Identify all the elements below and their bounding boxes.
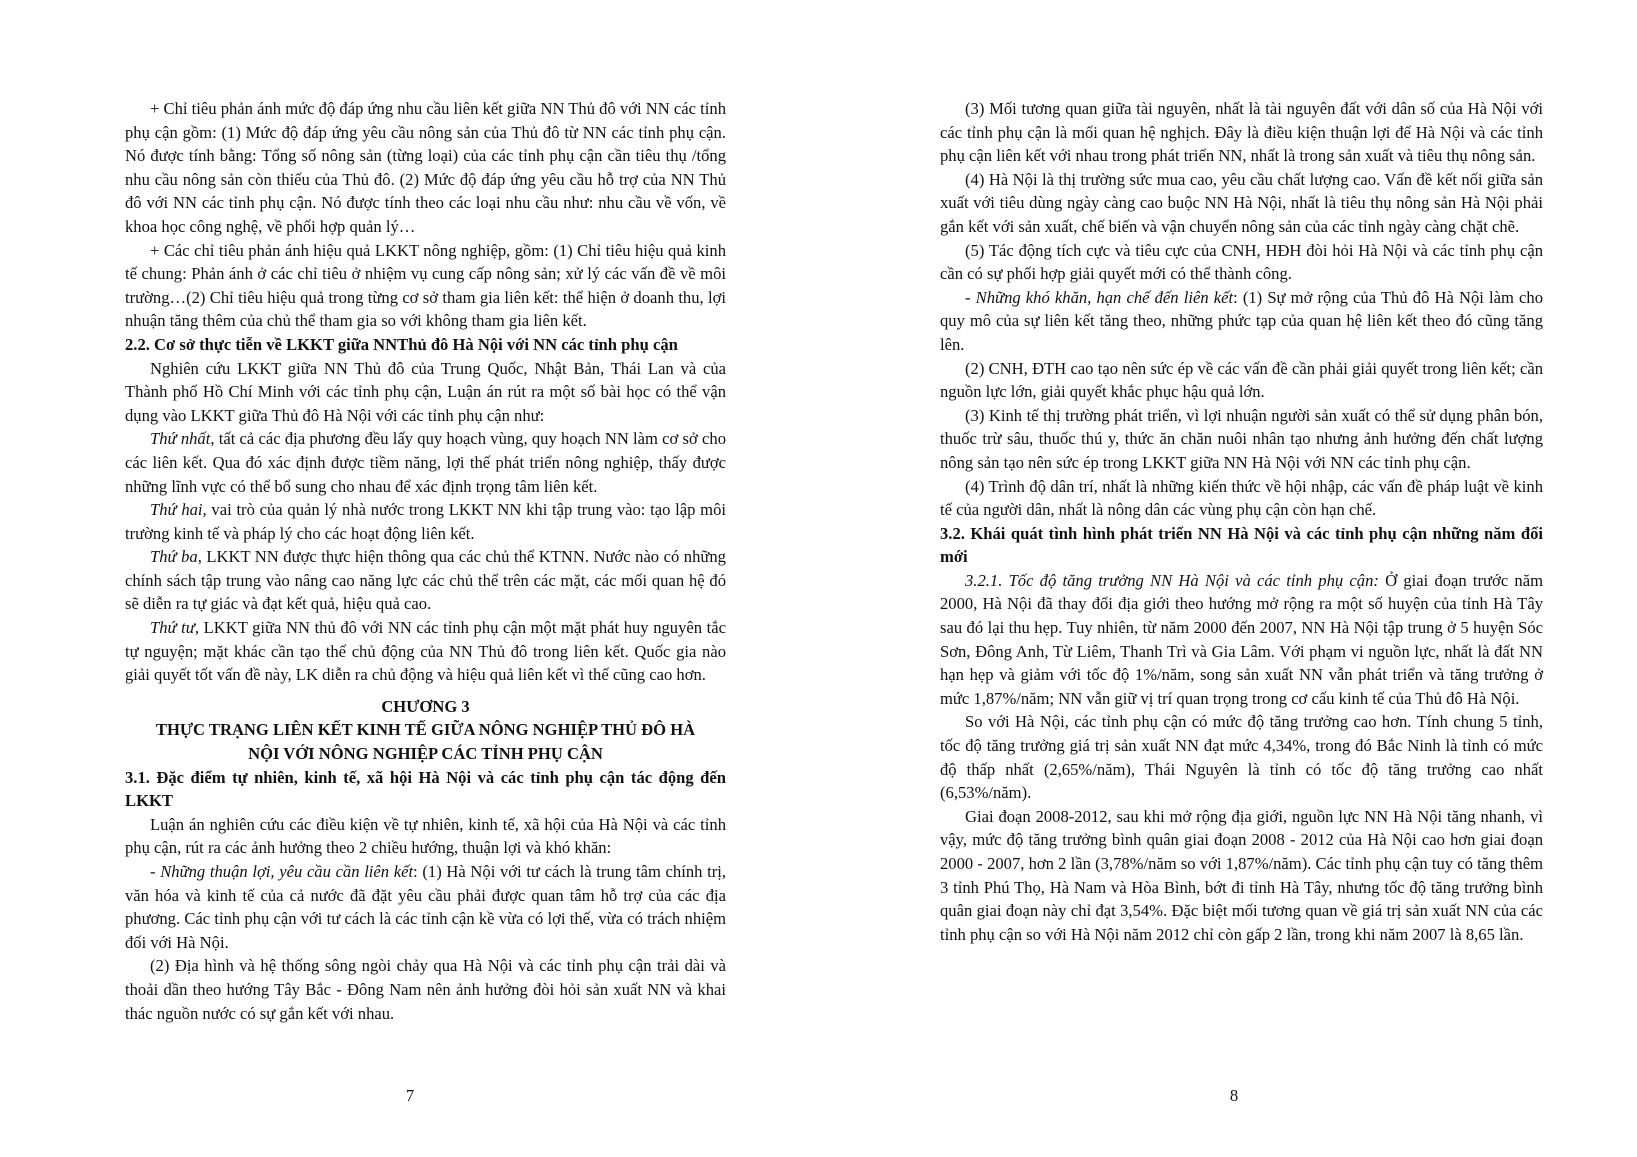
heading-3-2: 3.2. Khái quát tình hình phát triển NN Hà Nội và các tỉnh phụ cận những năm đổi mới: [940, 523, 1543, 567]
lesson-3-lead: Thứ ba: [150, 547, 198, 567]
paragraph-terrain: (2) Địa hình và hệ thống sông ngòi chảy qua Hà Nội và các tỉnh phụ cận trải dài và thoải dần theo hướng Tây Bắc - Đông Nam nên ảnh hưởng đòi hỏi sản xuất NN và khai thác nguồn nước có sự gắn kết với nhau.: [125, 956, 726, 1023]
page-number-left: 7: [405, 1086, 415, 1105]
right-page: [819, 0, 1637, 1157]
paragraph-advantages: [125, 860, 726, 954]
paragraph-neighbor-growth: So với Hà Nội, các tỉnh phụ cận có mức độ tăng trưởng cao hơn. Tính chung 5 tỉnh, tốc độ tăng trưởng giá trị sản xuất NN đạt mức 4,34%, trong đó Bắc Ninh là tỉnh có mức độ thấp nhất (2,65%/năm), Thái Nguyên là tỉnh có tốc độ tăng trưởng cao nhất (6,53%/năm).: [940, 712, 1543, 803]
paragraph-criteria-demand: + Chỉ tiêu phản ánh mức độ đáp ứng nhu cầu liên kết giữa NN Thủ đô với NN các tỉnh phụ cận gồm: (1) Mức độ đáp ứng yêu cầu nông sản của Thủ đô từ NN các tỉnh phụ cận. Nó được tính bằng: Tổng số nông sản (từng loại) của các tỉnh phụ cận cần tiêu thụ /tổng nhu cầu nông sản còn thiếu của Thủ đô. (2) Mức độ đáp ứng yêu cầu hỗ trợ của NN Thủ đô với NN các tỉnh phụ cận. Nó được tính theo các loại nhu cầu như: nhu cầu về vốn, về khoa học công nghệ, về phối hợp quản lý…: [125, 99, 726, 236]
lesson-2-text: vai trò của quản lý nhà nước trong LKKT NN khi tập trung vào: tạo lập môi trường kinh tế và pháp lý cho các hoạt động liên kết.: [125, 500, 726, 543]
lesson-4-text: , LKKT giữa NN thủ đô với NN các tỉnh phụ cận một mặt phát huy nguyên tắc tự nguyện; mặt khác cần tạo thế chủ động của NN Thủ đô trong liên kết. Quốc gia nào giải quyết tốt vấn đề này, LK diễn ra chủ động và hiệu quả liên kết vì thế cũng cao hơn.: [125, 618, 726, 685]
right-page-text: [940, 97, 1543, 946]
heading-3-1: 3.1. Đặc điểm tự nhiên, kinh tế, xã hội Hà Nội và các tỉnh phụ cận tác động đến LKKT: [125, 767, 726, 811]
left-page-text: [125, 97, 726, 1025]
paragraph-urbanization: (2) CNH, ĐTH cao tạo nên sức ép về các vấn đề cần phải giải quyết trong liên kết; cần nguồn lực lớn, giải quyết khắc phục hậu quả lớn.: [940, 358, 1543, 402]
paragraph-difficulties: [940, 286, 1543, 357]
paragraph-market-economy: (3) Kinh tế thị trường phát triển, vì lợi nhuận người sản xuất có thể sử dụng phân bón, thuốc trừ sâu, thuốc thú y, thức ăn chăn nuôi nhân tạo nhưng ảnh hưởng đến chất lượng nông sản tạo nên sức ép trong LKKT giữa NN Hà Nội với NN các tỉnh phụ cận.: [940, 405, 1543, 472]
advantages-text: : (1) Hà Nội với tư cách là trung tâm chính trị, văn hóa và kinh tế của cả nước đã đặt yêu cầu phải được quan tâm hỗ trợ của các địa phương. Các tỉnh phụ cận với tư cách là các tỉnh cận kề vừa có lợi thế, vừa có trách nhiệm đối với Hà Nội.: [125, 862, 726, 952]
paragraph-education: (4) Trình độ dân trí, nhất là những kiến thức về hội nhập, các vấn đề pháp luật về kinh tế của người dân, nhất là nông dân các vùng phụ cận còn hạn chế.: [940, 476, 1543, 520]
lesson-1-text: , tất cả các địa phương đều lấy quy hoạch vùng, quy hoạch NN làm cơ sở cho các liên kết. Qua đó xác định được tiềm năng, lợi thế phát triển nông nghiệp, thấy được những lĩnh vực có thể bổ sung cho nhau để xác định trọng tâm liên kết.: [125, 429, 726, 496]
paragraph-criteria-efficiency: + Các chỉ tiêu phản ánh hiệu quả LKKT nông nghiệp, gồm: (1) Chỉ tiêu hiệu quả kinh tế chung: Phản ánh ở các chỉ tiêu ở nhiệm vụ cung cấp nông sản; xử lý các vấn đề về môi trường…(2) Chỉ tiêu hiệu quả trong từng cơ sở tham gia liên kết: thể hiện ở doanh thu, lợi nhuận tăng thêm của chủ thể tham gia so với không tham gia liên kết.: [125, 240, 726, 331]
sub-3-2-1-text: Ở giai đoạn trước năm 2000, Hà Nội đã thay đổi địa giới theo hướng mở rộng ra một số huyện của tỉnh Hà Tây sau đó lại thu hẹp. Tuy nhiên, từ năm 2000 đến 2007, NN Hà Nội tập trung ở 5 huyện Sóc Sơn, Đông Anh, Từ Liêm, Thanh Trì và Gia Lâm. Với phạm vi nguồn lực, nhất là đất NN hạn hẹp và giảm với tốc độ 1%/năm, song sản xuất NN vẫn phát triển và tăng trưởng ở mức 1,87%/năm; NN vẫn giữ vị trí quan trọng trong cơ cấu kinh tế của Thủ đô Hà Nội.: [940, 570, 1543, 708]
paragraph-lesson-2: [125, 498, 726, 545]
paragraph-2008-2012: Giai đoạn 2008-2012, sau khi mở rộng địa giới, nguồn lực NN Hà Nội tăng nhanh, vì vậy, mức độ tăng trưởng bình quân giai đoạn 2008 - 2012 của Hà Nội cao hơn giai đoạn 2000 - 2007, hơn 2 lần (3,78%/năm so với 1,87%/năm). Các tỉnh phụ cận tuy có tăng thêm 3 tỉnh Phú Thọ, Hà Nam và Hòa Bình, bớt đi tỉnh Hà Tây, nhưng tốc độ tăng trưởng bình quân giai đoạn này chỉ đạt 3,54%. Đặc biệt mối tương quan về giá trị sản xuất NN của các tỉnh phụ cận so với Hà Nội năm 2012 chỉ còn gấp 2 lần, trong khi năm 2007 là 8,65 lần.: [940, 806, 1543, 944]
sub-3-2-1-lead: 3.2.1. Tốc độ tăng trưởng NN Hà Nội và các tỉnh phụ cận:: [965, 570, 1379, 590]
page-number-right: 8: [1229, 1086, 1239, 1105]
paragraph-3-1-intro: Luận án nghiên cứu các điều kiện về tự nhiên, kinh tế, xã hội của Hà Nội và các tỉnh phụ cận, rút ra các ảnh hưởng theo 2 chiều hướng, thuận lợi và khó khăn:: [125, 814, 726, 858]
paragraph-industrialization: (5) Tác động tích cực và tiêu cực của CNH, HĐH đòi hỏi Hà Nội và các tỉnh phụ cận cần có sự phối hợp giải quyết mới có thể thành công.: [940, 240, 1543, 284]
chapter-label: CHƯƠNG 3: [381, 696, 470, 716]
lesson-3-text: , LKKT NN được thực hiện thông qua các chủ thể KTNN. Nước nào có những chính sách tập trung vào nâng cao năng lực các chủ thể trên các mặt, các mối quan hệ đó sẽ diễn ra tự giác và đạt kết quả, hiệu quả cao.: [125, 547, 726, 614]
difficulties-lead: - Những khó khăn, hạn chế đến liên kết: [965, 287, 1234, 307]
paragraph-3-2-1: [940, 569, 1543, 711]
chapter-title: THỰC TRẠNG LIÊN KẾT KINH TẾ GIỮA NÔNG NGHIỆP THỦ ĐÔ HÀ NỘI VỚI NÔNG NGHIỆP CÁC TỈNH PHỤ CẬN: [155, 720, 696, 764]
difficulties-text: : (1) Sự mở rộng của Thủ đô Hà Nội làm cho quy mô của sự liên kết tăng theo, những phức tạp của quan hệ liên kết theo đó cũng tăng lên.: [940, 287, 1544, 354]
heading-2-2: 2.2. Cơ sở thực tiễn về LKKT giữa NNThủ đô Hà Nội với NN các tỉnh phụ cận: [125, 334, 678, 354]
advantages-lead: - Những thuận lợi, yêu cầu cần liên kết: [150, 862, 414, 881]
paragraph-2-2-intro: Nghiên cứu LKKT giữa NN Thủ đô của Trung Quốc, Nhật Bản, Thái Lan và của Thành phố Hồ Chí Minh với các tỉnh phụ cận, Luận án rút ra một số bài học có thể vận dụng vào LKKT giữa Thủ đô Hà Nội với các tỉnh phụ cận như:: [125, 358, 726, 425]
lesson-1-lead: Thứ nhất: [150, 429, 211, 449]
paragraph-resources: (3) Mối tương quan giữa tài nguyên, nhất là tài nguyên đất với dân số của Hà Nội với các tỉnh phụ cận là mối quan hệ nghịch. Đây là điều kiện thuận lợi để Hà Nội và các tỉnh phụ cận liên kết với nhau trong phát triển NN, nhất là trong sản xuất và tiêu thụ nông sản.: [940, 99, 1543, 166]
lesson-4-lead: Thứ tư: [150, 618, 195, 638]
lesson-2-lead: Thứ hai,: [150, 500, 207, 520]
paragraph-lesson-4: [125, 616, 726, 687]
paragraph-lesson-1: [125, 427, 726, 498]
paragraph-lesson-3: [125, 545, 726, 616]
paragraph-market: (4) Hà Nội là thị trường sức mua cao, yêu cầu chất lượng cao. Vấn đề kết nối giữa sản xuất với tiêu dùng ngày càng cao buộc NN Hà Nội, nhất là tiêu thụ nông sản Hà Nội phải gắn kết với sản xuất, chế biến và vận chuyển nông sản của các tỉnh ngày càng chặt chẽ.: [940, 169, 1543, 236]
left-page: [0, 0, 818, 1157]
